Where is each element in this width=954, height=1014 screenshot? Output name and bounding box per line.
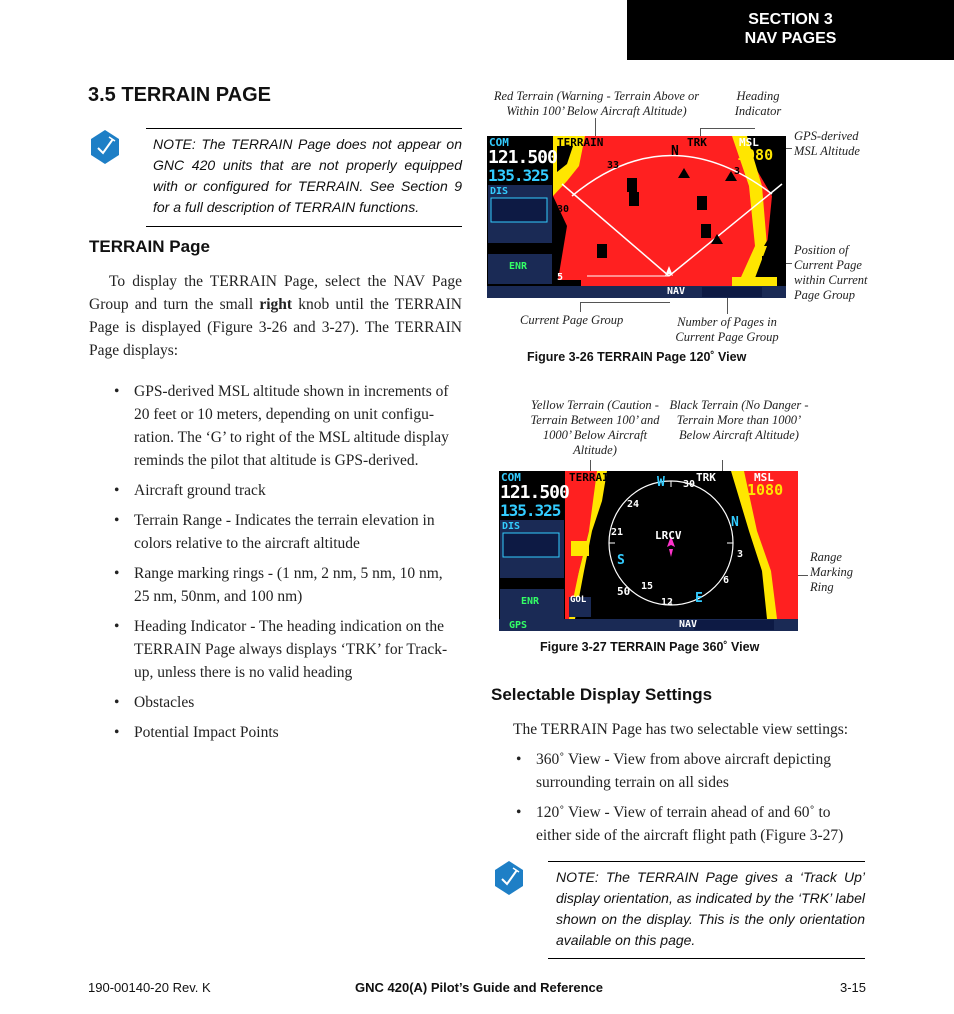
com-label: COM (489, 136, 509, 149)
feature-list (112, 380, 462, 744)
section-tab (627, 0, 954, 60)
leader-line (727, 298, 728, 314)
list-item: • Range marking rings - (1 nm, 2 nm, 5 nm, 10 nm, 25 nm, 50nm, and 100 nm) (112, 562, 462, 608)
callout-gps-msl-altitude: GPS-derived MSL Altitude (794, 129, 860, 158)
heading-tick-3: 3 (734, 166, 741, 177)
compass-21: 21 (611, 527, 624, 538)
note-bottom-rule (146, 226, 462, 227)
section-title: NAV PAGES (744, 30, 837, 47)
callout-heading-indicator: Heading Indicator (734, 89, 782, 118)
list-item: • GPS-derived MSL altitude shown in increments of 20 feet or 10 meters, depending on unit configu-ration. The ‘G’ to right of the MSL altitude display reminds the pilot that altitude is GPS-derived. (112, 380, 462, 472)
heading-tick-33: 33 (607, 160, 620, 171)
msl-label: MSL (754, 471, 774, 484)
note-text: NOTE: The TERRAIN Page does not appear on GNC 420 units that are not properly equipped with or configured for TERRAIN. See Section 9 for a full description of TERRAIN functions. (153, 136, 462, 215)
note-bottom-rule (548, 958, 865, 959)
figure-caption-3-26: Figure 3-26 TERRAIN Page 120˚ View (527, 350, 747, 364)
callout-page-position: Position of Current Page within Current Page Group (794, 243, 868, 302)
standby-frequency: 135.325 (488, 166, 549, 185)
note-icon (493, 860, 525, 901)
range-label: 50 (617, 585, 631, 598)
callout-current-page-group: Current Page Group (520, 313, 624, 327)
list-item: • Aircraft ground track (112, 479, 462, 502)
callout-range-ring: Range Marking Ring (810, 550, 854, 594)
footer-doc-number: 190-00140-20 Rev. K (88, 980, 211, 995)
callout-red-terrain: Red Terrain (Warning - Terrain Above or Within 100’ Below Aircraft Altitude) (493, 89, 700, 118)
terrain-screen-120 (487, 136, 786, 298)
note-text: NOTE: The TERRAIN Page gives a ‘Track Up’ display orientation, as indicated by the ‘TRK’ label shown on the display. This is the only orientation available on this page. (556, 869, 865, 948)
dis-label: DIS (502, 521, 521, 532)
footer-title: GNC 420(A) Pilot’s Guide and Reference (355, 980, 604, 995)
heading-north-label: N (671, 144, 679, 159)
dis-label: DIS (490, 186, 509, 197)
active-frequency: 121.500 (500, 482, 569, 503)
callout-black-terrain: Black Terrain (No Danger - Terrain More than 1000’ Below Aircraft Altitude) (669, 398, 809, 442)
figure-caption-3-27: Figure 3-27 TERRAIN Page 360˚ View (540, 640, 760, 654)
compass-n: N (731, 515, 739, 530)
terrain-title: TERRAIN (557, 136, 604, 149)
note-top-rule (146, 128, 462, 129)
enr-label: ENR (521, 596, 540, 607)
intro-paragraph: To display the TERRAIN Page, select the NAV Page Group and turn the small right knob until the TERRAIN Page is displayed (Figure 3-26 and 3-27). The TERRAIN Page displays: (89, 273, 462, 359)
active-frequency: 121.500 (488, 147, 557, 168)
compass-30: 30 (683, 479, 696, 490)
list-item: • 120˚ View - View of terrain ahead of and 60˚ to either side of the aircraft flight path (Figure 3-27) (514, 801, 864, 847)
com-label: COM (501, 471, 521, 484)
nav-group-label: NAV (667, 286, 686, 297)
leader-line (580, 302, 670, 303)
terrain-title: TERRAIN (569, 471, 616, 484)
msl-label: MSL (739, 136, 759, 149)
range-label: 5 (557, 272, 564, 283)
page-heading: 3.5 TERRAIN PAGE (88, 84, 271, 106)
compass-w: W (657, 475, 665, 490)
compass-12: 12 (661, 597, 674, 608)
callout-number-of-pages: Number of Pages in Current Page Group (675, 315, 779, 344)
leader-line (580, 302, 581, 312)
gol-label: GOL (570, 595, 587, 605)
trk-label: TRK (696, 471, 716, 484)
compass-3: 3 (737, 549, 744, 560)
list-item: • Obstacles (112, 691, 462, 714)
standby-frequency: 135.325 (500, 501, 561, 520)
msl-altitude: 1080 (737, 146, 774, 164)
list-item: • Potential Impact Points (112, 721, 462, 744)
settings-list (514, 748, 864, 847)
subheading-terrain-page: TERRAIN Page (89, 237, 210, 256)
list-item: • Terrain Range - Indicates the terrain elevation in colors relative to the aircraft altitude (112, 509, 462, 555)
note-top-rule (548, 861, 865, 862)
compass-24: 24 (627, 499, 640, 510)
list-item: • Heading Indicator - The heading indication on the TERRAIN Page always displays ‘TRK’ for Track-up, unless there is no valid heading (112, 615, 462, 684)
compass-e: E (695, 591, 703, 606)
note-icon (89, 129, 121, 170)
subheading-selectable-settings: Selectable Display Settings (491, 685, 713, 704)
gps-label: GPS (509, 620, 528, 631)
settings-intro: The TERRAIN Page has two selectable view settings: (513, 721, 849, 738)
compass-6: 6 (723, 575, 730, 586)
compass-15: 15 (641, 581, 654, 592)
leader-line (700, 128, 755, 129)
enr-label: ENR (509, 261, 528, 272)
section-number: SECTION 3 (748, 11, 833, 28)
msl-altitude: 1080 (747, 481, 784, 499)
waypoint-label: LRCV (655, 529, 682, 542)
heading-tick-30: 30 (557, 204, 570, 215)
list-item: • 360˚ View - View from above aircraft depicting surrounding terrain on all sides (514, 748, 864, 794)
nav-group-label: NAV (679, 619, 698, 630)
callout-yellow-terrain: Yellow Terrain (Caution - Terrain Between 100’ and 1000’ Below Aircraft Altitude) (530, 398, 660, 457)
trk-label: TRK (687, 136, 707, 149)
compass-s: S (617, 553, 625, 568)
terrain-screen-360 (499, 471, 798, 631)
footer-page-number: 3-15 (840, 980, 867, 995)
